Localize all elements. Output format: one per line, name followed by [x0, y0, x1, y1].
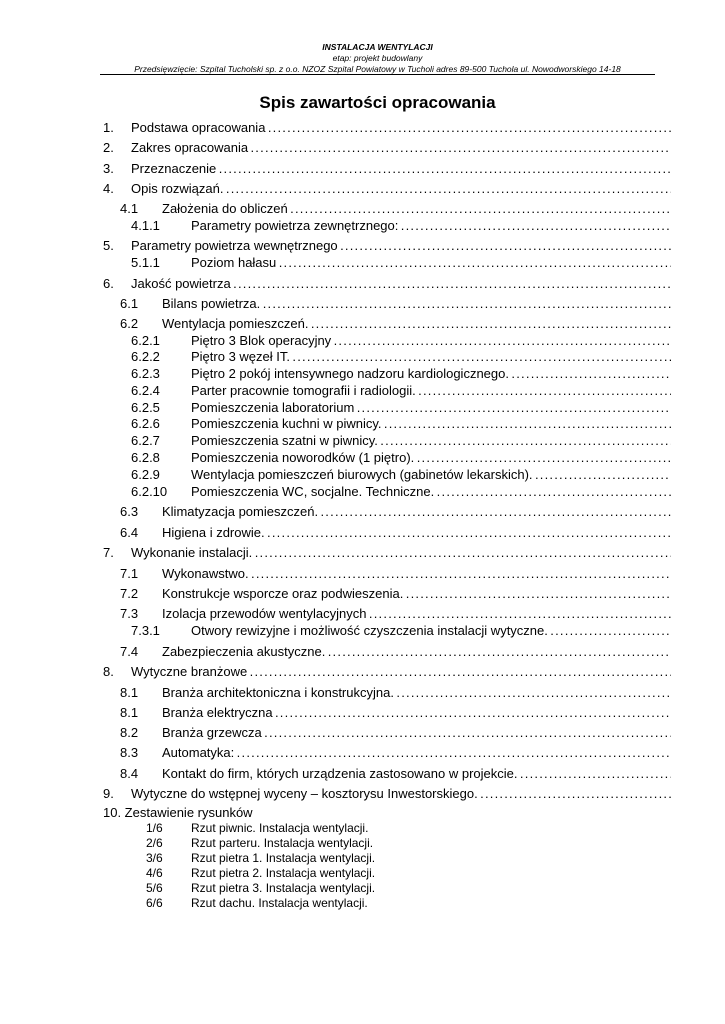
toc-entry[interactable]	[0, 585, 725, 602]
toc-number: 4.	[103, 181, 114, 196]
toc-text: Zabezpieczenia akustyczne. . . .	[162, 643, 671, 660]
toc-number: 6.2.5	[131, 400, 160, 415]
drawing-number: 6/6	[146, 896, 163, 910]
toc-entry[interactable]	[0, 503, 725, 520]
drawing-item	[0, 866, 725, 881]
toc-entry[interactable]	[0, 643, 725, 660]
toc-entry[interactable]	[0, 724, 725, 741]
toc-number: 5.	[103, 238, 114, 253]
toc-number: 6.3	[120, 504, 139, 519]
document-title: Spis zawartości opracowania	[259, 93, 496, 112]
toc-entry[interactable]	[0, 449, 725, 466]
toc-text: Klimatyzacja pomieszczeń. . . .	[162, 503, 671, 520]
drawing-title: Rzut dachu. Instalacja wentylacji.	[191, 896, 368, 910]
toc-text: Założenia do obliczeń . . .	[162, 200, 671, 217]
drawing-item	[0, 836, 725, 851]
drawing-number: 2/6	[146, 836, 163, 850]
toc-entry[interactable]	[0, 605, 725, 622]
toc-text: Opis rozwiązań. . . .	[131, 180, 671, 197]
toc-number: 6.1	[120, 296, 139, 311]
toc-entry[interactable]	[0, 315, 725, 332]
drawing-title: Rzut piwnic. Instalacja wentylacji.	[191, 821, 369, 835]
toc-text: Wykonanie instalacji. . . .	[131, 544, 671, 561]
toc-entry[interactable]	[0, 785, 725, 802]
toc-number: 6.4	[120, 525, 139, 540]
drawing-title: Rzut pietra 2. Instalacja wentylacji.	[191, 866, 376, 880]
toc-entry[interactable]	[0, 466, 725, 483]
toc-number: 4.1	[120, 201, 139, 216]
toc-entry[interactable]	[0, 237, 725, 254]
toc-text: Przeznaczenie . . .	[131, 160, 671, 177]
toc-number: 6.2	[120, 316, 139, 331]
toc-text: Wytyczne do wstępnej wyceny – kosztorysu Inwestorskiego. . . .	[131, 785, 671, 802]
toc-entry[interactable]	[0, 565, 725, 582]
toc-entry[interactable]	[0, 684, 725, 701]
toc-number: 6.2.6	[131, 416, 160, 431]
toc-number: 7.3.1	[131, 623, 160, 638]
toc-entry[interactable]	[0, 399, 725, 416]
drawings-heading: 10. Zestawienie rysunków	[103, 805, 253, 820]
toc-entry[interactable]	[0, 119, 725, 136]
toc-entry[interactable]	[0, 704, 725, 721]
toc-entry[interactable]	[0, 382, 725, 399]
toc-number: 7.2	[120, 586, 139, 601]
toc-text: Piętro 3 węzeł IT. . . .	[191, 348, 671, 365]
toc-entry[interactable]	[0, 663, 725, 680]
toc-text: Parametry powietrza wewnętrznego . . .	[131, 237, 671, 254]
toc-number: 8.3	[120, 745, 139, 760]
toc-text: Wytyczne branżowe . . .	[131, 663, 671, 680]
toc-text: Wentylacja pomieszczeń biurowych (gabinetów lekarskich). . . .	[191, 466, 671, 483]
toc-entry[interactable]	[0, 254, 725, 271]
drawing-title: Rzut pietra 3. Instalacja wentylacji.	[191, 881, 376, 895]
toc-number: 7.	[103, 545, 114, 560]
toc-text: Automatyka: . . .	[162, 744, 671, 761]
toc-number: 6.2.1	[131, 333, 160, 348]
toc-text: Konstrukcje wsporcze oraz podwieszenia. . . .	[162, 585, 671, 602]
toc-number: 6.2.8	[131, 450, 160, 465]
toc-text: Parametry powietrza zewnętrznego: . . .	[191, 217, 671, 234]
toc-number: 6.	[103, 276, 114, 291]
toc-entry[interactable]	[0, 415, 725, 432]
toc-text: Otwory rewizyjne i możliwość czyszczenia instalacji wytyczne. . . .	[191, 622, 671, 639]
drawing-number: 3/6	[146, 851, 163, 865]
toc-text: Wentylacja pomieszczeń. . . .	[162, 315, 671, 332]
toc-number: 7.1	[120, 566, 139, 581]
toc-entry[interactable]	[0, 295, 725, 312]
toc-text: Pomieszczenia kuchni w piwnicy. . . .	[191, 415, 671, 432]
toc-number: 5.1.1	[131, 255, 160, 270]
toc-text: Higiena i zdrowie. . . .	[162, 524, 671, 541]
toc-entry[interactable]	[0, 544, 725, 561]
toc-entry[interactable]	[0, 200, 725, 217]
toc-text: Zakres opracowania . . .	[131, 139, 671, 156]
toc-number: 8.	[103, 664, 114, 679]
toc-entry[interactable]	[0, 432, 725, 449]
toc-number: 6.2.3	[131, 366, 160, 381]
header-project: Przedsięwzięcie: Szpital Tucholski sp. z o.o. NZOZ Szpital Powiatowy w Tucholi adres 89-500 Tuchola ul. Nowodworskiego 14-18	[134, 64, 621, 74]
toc-entry[interactable]	[0, 275, 725, 292]
toc-text: Pomieszczenia szatni w piwnicy. . . .	[191, 432, 671, 449]
toc-number: 6.2.2	[131, 349, 160, 364]
drawing-number: 5/6	[146, 881, 163, 895]
toc-number: 8.4	[120, 766, 139, 781]
toc-number: 3.	[103, 161, 114, 176]
toc-number: 7.3	[120, 606, 139, 621]
toc-entry[interactable]	[0, 744, 725, 761]
toc-number: 9.	[103, 786, 114, 801]
toc-number: 6.2.10	[131, 484, 168, 499]
toc-entry[interactable]	[0, 524, 725, 541]
toc-number: 6.2.9	[131, 467, 160, 482]
toc-text: Jakość powietrza . . .	[131, 275, 671, 292]
toc-number: 8.1	[120, 705, 139, 720]
drawing-title: Rzut pietra 1. Instalacja wentylacji.	[191, 851, 376, 865]
toc-entry[interactable]	[0, 365, 725, 382]
toc-text: Branża architektoniczna i konstrukcyjna. . . .	[162, 684, 671, 701]
toc-number: 8.2	[120, 725, 139, 740]
toc-text: Wykonawstwo. . . .	[162, 565, 671, 582]
toc-text: Pomieszczenia WC, socjalne. Techniczne. . . .	[191, 483, 671, 500]
toc-entry[interactable]	[0, 139, 725, 156]
toc-text: Branża grzewcza . . .	[162, 724, 671, 741]
toc-entry[interactable]	[0, 180, 725, 197]
toc-entry[interactable]	[0, 160, 725, 177]
toc-entry[interactable]	[0, 622, 725, 639]
toc-entry[interactable]	[0, 348, 725, 365]
toc-text: Podstawa opracowania . . .	[131, 119, 671, 136]
toc-text: Piętro 2 pokój intensywnego nadzoru kardiologicznego. . . .	[191, 365, 671, 382]
header-title: INSTALACJA WENTYLACJI	[322, 42, 433, 52]
toc-text: Pomieszczenia laboratorium . . .	[191, 399, 671, 416]
toc-number: 7.4	[120, 644, 139, 659]
header-stage: etap: projekt budowlany	[332, 53, 423, 63]
toc-number: 2.	[103, 140, 114, 155]
toc-number: 4.1.1	[131, 218, 160, 233]
toc-text: Piętro 3 Blok operacyjny . . .	[191, 332, 671, 349]
toc-entry[interactable]	[0, 765, 725, 782]
toc-text: Pomieszczenia noworodków (1 piętro). . . .	[191, 449, 671, 466]
drawing-item	[0, 881, 725, 896]
drawing-number: 4/6	[146, 866, 163, 880]
toc-text: Parter pracownie tomografii i radiologii. . . .	[191, 382, 671, 399]
drawing-item	[0, 896, 725, 911]
toc-text: Kontakt do firm, których urządzenia zastosowano w projekcie. . . .	[162, 765, 671, 782]
toc-entry[interactable]	[0, 217, 725, 234]
toc-number: 6.2.7	[131, 433, 160, 448]
drawing-item	[0, 821, 725, 836]
toc-text: Poziom hałasu . . .	[191, 254, 671, 271]
toc-number: 6.2.4	[131, 383, 160, 398]
drawing-title: Rzut parteru. Instalacja wentylacji.	[191, 836, 374, 850]
toc-entry[interactable]	[0, 332, 725, 349]
toc-number: 8.1	[120, 685, 139, 700]
drawing-number: 1/6	[146, 821, 163, 835]
drawing-item	[0, 851, 725, 866]
toc-text: Izolacja przewodów wentylacyjnych . . .	[162, 605, 671, 622]
toc-number: 1.	[103, 120, 114, 135]
toc-text: Branża elektryczna . . .	[162, 704, 671, 721]
toc-text: Bilans powietrza. . . .	[162, 295, 671, 312]
toc-entry[interactable]	[0, 483, 725, 500]
